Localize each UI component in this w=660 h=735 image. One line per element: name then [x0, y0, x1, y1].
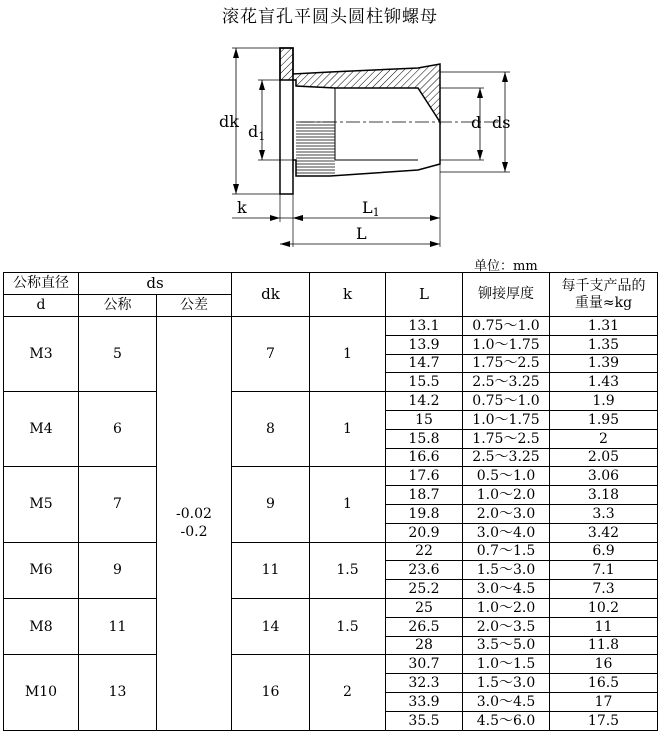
- cell-d: M10: [4, 655, 79, 730]
- cell-dk: 9: [232, 467, 310, 542]
- cell-k: 1: [310, 467, 386, 542]
- cell-weight: 1.35: [550, 335, 658, 354]
- header-weight-line2: 重量≈kg: [574, 294, 633, 311]
- cell-dk: 7: [232, 317, 310, 392]
- cell-ds-nominal: 5: [79, 317, 157, 392]
- cell-weight: 7.3: [550, 580, 658, 599]
- cell-L: 28: [386, 636, 463, 655]
- unit-note: 单位：mm: [474, 259, 538, 274]
- cell-rivet-thickness: 1.0～1.75: [463, 335, 550, 354]
- cell-weight: 17.5: [550, 711, 658, 730]
- cell-ds-nominal: 11: [79, 598, 157, 654]
- cell-d: M5: [4, 467, 79, 542]
- knurl-pattern: [296, 122, 335, 173]
- cell-ds-tolerance: [157, 317, 232, 731]
- header-rivet-thickness: 铆接厚度: [463, 273, 550, 317]
- cell-rivet-thickness: 2.0～3.0: [463, 504, 550, 523]
- header-ds-tolerance: 公差: [157, 295, 232, 317]
- cell-rivet-thickness: 1.5～3.0: [463, 674, 550, 693]
- cell-weight: 7.1: [550, 561, 658, 580]
- cell-weight: 11.8: [550, 636, 658, 655]
- cell-weight: 3.18: [550, 486, 658, 505]
- label-d1: d1: [248, 122, 266, 143]
- cell-weight: 16: [550, 655, 658, 674]
- cell-d: M6: [4, 542, 79, 598]
- cell-rivet-thickness: 0.7～1.5: [463, 542, 550, 561]
- cell-rivet-thickness: 2.0～3.5: [463, 617, 550, 636]
- table-row: [4, 467, 658, 486]
- cell-rivet-thickness: 2.5～3.25: [463, 373, 550, 392]
- cell-L: 13.9: [386, 335, 463, 354]
- cell-rivet-thickness: 0.5～1.0: [463, 467, 550, 486]
- cell-rivet-thickness: 3.0～4.0: [463, 523, 550, 542]
- cell-rivet-thickness: 1.0～1.5: [463, 655, 550, 674]
- cell-weight: 1.95: [550, 410, 658, 429]
- cell-L: 30.7: [386, 655, 463, 674]
- header-d: d: [4, 295, 79, 317]
- cell-rivet-thickness: 1.5～3.0: [463, 561, 550, 580]
- cell-L: 15.5: [386, 373, 463, 392]
- header-dk: dk: [232, 273, 310, 317]
- cell-L: 20.9: [386, 523, 463, 542]
- cell-ds-nominal: 13: [79, 655, 157, 730]
- header-ds: ds: [79, 273, 232, 295]
- table-row: [4, 655, 658, 674]
- header-L: L: [386, 273, 463, 317]
- cell-weight: 6.9: [550, 542, 658, 561]
- cell-weight: 10.2: [550, 598, 658, 617]
- table-row: [4, 392, 658, 411]
- cell-weight: 3.3: [550, 504, 658, 523]
- cell-L: 18.7: [386, 486, 463, 505]
- header-weight-line1: 每千支产品的: [561, 277, 646, 294]
- cell-L: 19.8: [386, 504, 463, 523]
- cell-rivet-thickness: 3.0～4.5: [463, 692, 550, 711]
- cell-d: M3: [4, 317, 79, 392]
- cell-L: 23.6: [386, 561, 463, 580]
- cell-rivet-thickness: 1.75～2.5: [463, 354, 550, 373]
- cell-rivet-thickness: 0.75～1.0: [463, 317, 550, 336]
- cell-L: 17.6: [386, 467, 463, 486]
- cell-k: 1.5: [310, 598, 386, 654]
- table-row: [4, 542, 658, 561]
- cell-L: 26.5: [386, 617, 463, 636]
- cell-d: M4: [4, 392, 79, 467]
- table-row: [4, 317, 658, 336]
- cell-weight: 1.43: [550, 373, 658, 392]
- header-weight: [550, 273, 658, 317]
- cell-dk: 8: [232, 392, 310, 467]
- cell-d: M8: [4, 598, 79, 654]
- header-k: k: [310, 273, 386, 317]
- cell-L: 35.5: [386, 711, 463, 730]
- cell-k: 1.5: [310, 542, 386, 598]
- cell-rivet-thickness: 1.0～2.0: [463, 486, 550, 505]
- cell-rivet-thickness: 3.0～4.5: [463, 580, 550, 599]
- cell-rivet-thickness: 1.75～2.5: [463, 429, 550, 448]
- cell-rivet-thickness: 3.5～5.0: [463, 636, 550, 655]
- cell-rivet-thickness: 1.0～2.0: [463, 598, 550, 617]
- spec-table: [3, 272, 658, 731]
- label-k: k: [237, 198, 247, 217]
- cell-L: 15.8: [386, 429, 463, 448]
- cell-L: 25: [386, 598, 463, 617]
- section-hatch: [280, 48, 440, 122]
- tolerance-upper: -0.02: [176, 506, 212, 523]
- cell-weight: 1.9: [550, 392, 658, 411]
- cell-k: 1: [310, 392, 386, 467]
- cell-weight: 16.5: [550, 674, 658, 693]
- cell-k: 2: [310, 655, 386, 730]
- cell-ds-nominal: 6: [79, 392, 157, 467]
- cell-rivet-thickness: 2.5～3.25: [463, 448, 550, 467]
- cell-ds-nominal: 7: [79, 467, 157, 542]
- label-d: d: [471, 113, 482, 132]
- cell-dk: 16: [232, 655, 310, 730]
- cell-weight: 3.42: [550, 523, 658, 542]
- cell-dk: 11: [232, 542, 310, 598]
- cell-weight: 17: [550, 692, 658, 711]
- cell-dk: 14: [232, 598, 310, 654]
- cell-L: 13.1: [386, 317, 463, 336]
- rivet-nut-drawing: [0, 0, 660, 270]
- cell-weight: 11: [550, 617, 658, 636]
- cell-L: 14.7: [386, 354, 463, 373]
- cell-L: 25.2: [386, 580, 463, 599]
- cell-L: 32.3: [386, 674, 463, 693]
- cell-rivet-thickness: 0.75～1.0: [463, 392, 550, 411]
- cell-weight: 3.06: [550, 467, 658, 486]
- page-title: 滚花盲孔平圆头圆柱铆螺母: [222, 7, 438, 27]
- header-ds-nominal: 公称: [79, 295, 157, 317]
- cell-rivet-thickness: 4.5～6.0: [463, 711, 550, 730]
- cell-L: 33.9: [386, 692, 463, 711]
- cell-rivet-thickness: 1.0～1.75: [463, 410, 550, 429]
- cell-L: 15: [386, 410, 463, 429]
- label-L: L: [356, 224, 367, 243]
- header-nominal-diameter: 公称直径: [4, 273, 79, 295]
- cell-L: 22: [386, 542, 463, 561]
- cell-weight: 2: [550, 429, 658, 448]
- label-dk: dk: [219, 112, 239, 131]
- cell-k: 1: [310, 317, 386, 392]
- cell-weight: 1.39: [550, 354, 658, 373]
- cell-weight: 1.31: [550, 317, 658, 336]
- cell-L: 16.6: [386, 448, 463, 467]
- tolerance-lower: -0.2: [180, 524, 208, 541]
- cell-L: 14.2: [386, 392, 463, 411]
- label-L1: L1: [362, 198, 380, 219]
- cell-weight: 2.05: [550, 448, 658, 467]
- cell-ds-nominal: 9: [79, 542, 157, 598]
- label-ds: ds: [492, 113, 511, 132]
- table-row: [4, 598, 658, 617]
